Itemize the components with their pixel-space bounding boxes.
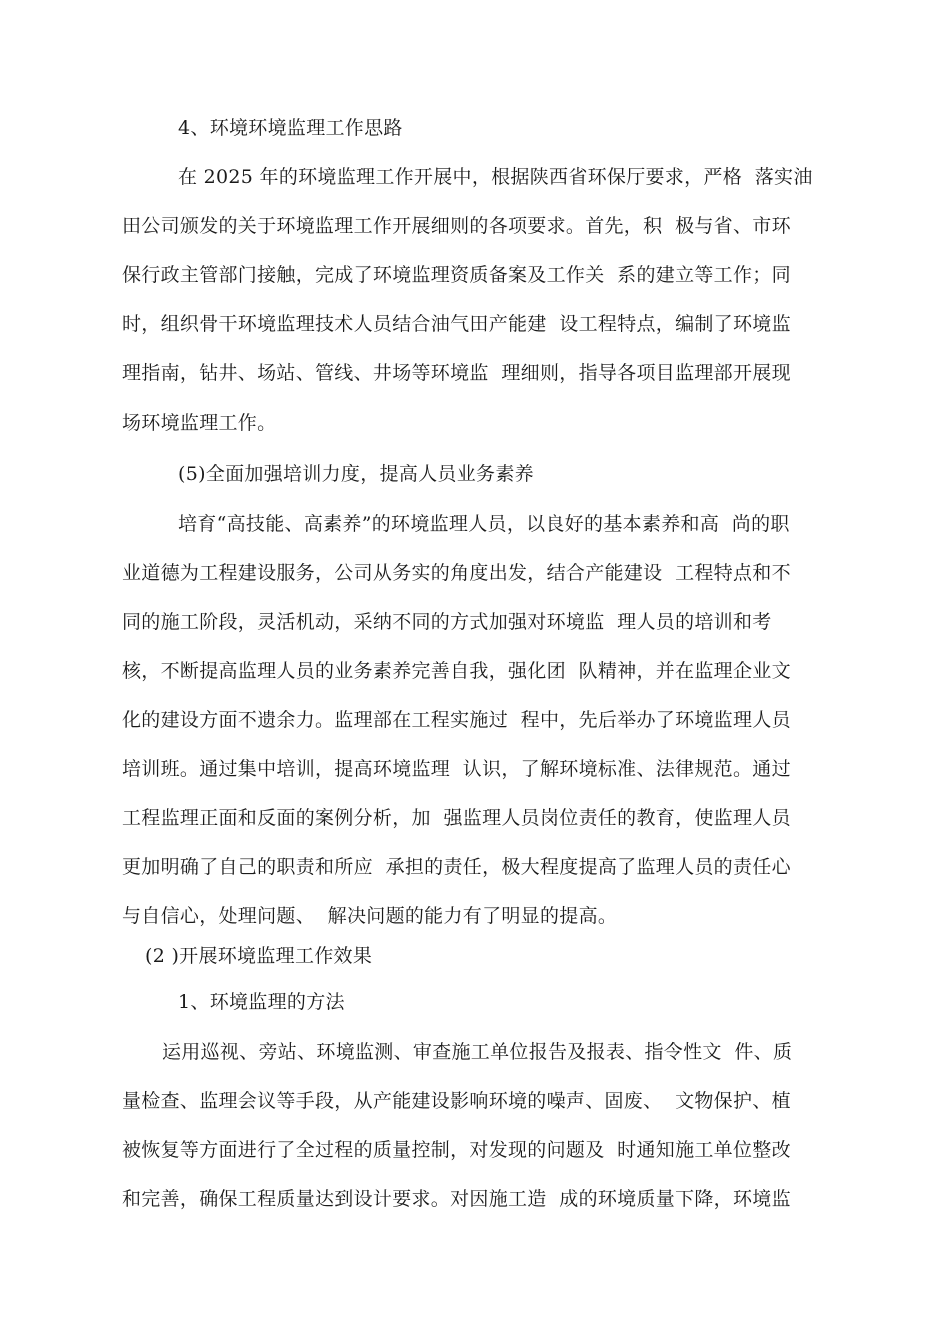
- paragraph-line: 保行政主管部门接触，完成了环境监理资质备案及工作关 系的建立等工作；同: [122, 264, 791, 286]
- section-heading-training: (5)全面加强培训力度，提高人员业务素养: [178, 463, 534, 485]
- paragraph-line: 运用巡视、旁站、环境监测、审查施工单位报告及报表、指令性文 件、质: [162, 1041, 793, 1063]
- paragraph-line: 与自信心，处理问题、 解决问题的能力有了明显的提高。: [122, 905, 618, 927]
- paragraph-line: 工程监理正面和反面的案例分析，加 强监理人员岗位责任的教育，使监理人员: [122, 807, 791, 829]
- paragraph-line: 核，不断提高监理人员的业务素养完善自我，强化团 队精神，并在监理企业文: [122, 660, 791, 682]
- paragraph-line: 被恢复等方面进行了全过程的质量控制，对发现的问题及 时通知施工单位整改: [122, 1139, 791, 1161]
- paragraph-line: 田公司颁发的关于环境监理工作开展细则的各项要求。首先，积 极与省、市环: [122, 215, 791, 237]
- paragraph-line: 量检查、监理会议等手段，从产能建设影响环境的噪声、固废、 文物保护、植: [122, 1090, 791, 1112]
- paragraph-line: 更加明确了自己的职责和所应 承担的责任，极大程度提高了监理人员的责任心: [122, 856, 791, 878]
- paragraph-line: 化的建设方面不遗余力。监理部在工程实施过 程中，先后举办了环境监理人员: [122, 709, 791, 731]
- section-heading-effect: (2 )开展环境监理工作效果: [145, 945, 373, 967]
- section-heading-approach: 4、环境环境监理工作思路: [178, 117, 403, 139]
- paragraph-line: 同的施工阶段，灵活机动，采纳不同的方式加强对环境监 理人员的培训和考: [122, 611, 772, 633]
- paragraph-line: 培育“高技能、高素养”的环境监理人员，以良好的基本素养和高 尚的职: [178, 513, 790, 535]
- section-heading-method: 1、环境监理的方法: [178, 991, 345, 1013]
- paragraph-line: 理指南，钻井、场站、管线、井场等环境监 理细则，指导各项目监理部开展现: [122, 362, 791, 384]
- paragraph-line: 和完善，确保工程质量达到设计要求。对因施工造 成的环境质量下降，环境监: [122, 1188, 791, 1210]
- paragraph-line: 业道德为工程建设服务，公司从务实的角度出发，结合产能建设 工程特点和不: [122, 562, 791, 584]
- paragraph-line: 场环境监理工作。: [122, 412, 277, 434]
- paragraph-line: 培训班。通过集中培训，提高环境监理 认识，了解环境标准、法律规范。通过: [122, 758, 791, 780]
- paragraph-line: 时，组织骨干环境监理技术人员结合油气田产能建 设工程特点，编制了环境监: [122, 313, 791, 335]
- paragraph-line: 在 2025 年的环境监理工作开展中，根据陕西省环保厅要求，严格 落实油: [178, 166, 813, 188]
